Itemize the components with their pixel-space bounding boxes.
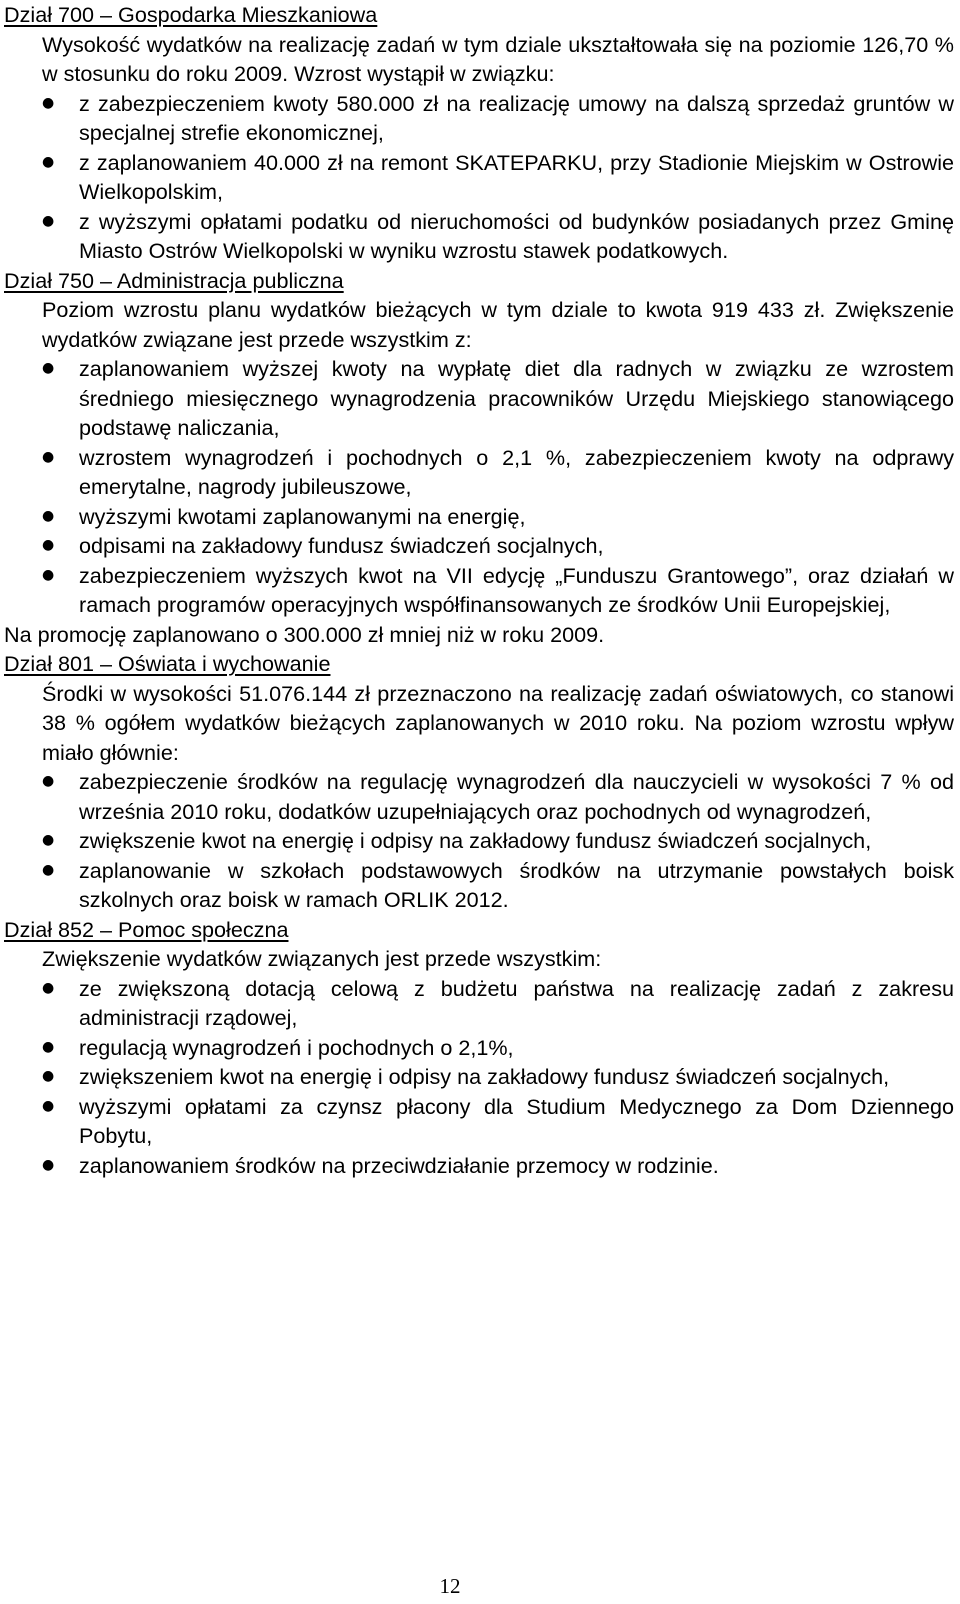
section-intro-750: Poziom wzrostu planu wydatków bieżących w tym dziale to kwota 919 433 zł. Zwiększenie wydatków związane jest przede wszystkim z: [42, 297, 954, 352]
section-intro-700: Wysokość wydatków na realizację zadań w tym dziale ukształtowała się na poziomie 126,70 % w stosunku do roku 2009. Wzrost wystąpił w związku: [42, 31, 954, 86]
list-item: ● regulacją wynagrodzeń i pochodnych o 2,1%, [4, 1033, 954, 1063]
bullet-icon: ● [42, 448, 55, 465]
list-item: ● ze zwiększoną dotacją celową z budżetu państwa na realizację zadań z zakresu administracji rządowej, [42, 975, 954, 1030]
bullet-icon: ● [42, 360, 55, 376]
section-intro-801: Środki w wysokości 51.076.144 zł przeznaczono na realizację zadań oświatowych, co stanowi 38 % ogółem wydatków bieżących zaplanowanych w 2010 roku. Na poziom wzrostu wpływ miało głównie: [42, 680, 954, 765]
bullet-icon: ● [42, 1097, 55, 1114]
bullet-list-852 [4, 974, 954, 1181]
bullet-icon: ● [42, 212, 55, 229]
list-item: ● zabezpieczeniem wyższych kwot na VII edycję „Funduszu Grantowego”, oraz działań w ramach programów operacyjnych współfinansowanych ze środków Unii Europejskiej, [42, 562, 954, 617]
bullet-icon: ● [42, 507, 55, 524]
section-intro-852: Zwiększenie wydatków związanych jest przede wszystkim: [42, 946, 602, 971]
bullet-icon: ● [42, 566, 55, 583]
bullet-icon: ● [42, 153, 55, 170]
bullet-icon: ● [42, 832, 55, 848]
document-page [4, 0, 954, 1180]
list-item: ● z wyższymi opłatami podatku od nieruchomości od budynków posiadanych przez Gminę Miasto Ostrów Wielkopolski w wyniku wzrostu stawek podatkowych. [42, 208, 954, 263]
bullet-icon: ● [42, 861, 55, 878]
bullet-icon: ● [42, 1068, 55, 1084]
list-item: ● zaplanowanie w szkołach podstawowych środków na utrzymanie powstałych boisk szkolnych oraz boisk w ramach ORLIK 2012. [42, 857, 954, 912]
bullet-icon: ● [42, 773, 55, 789]
list-item: ● wzrostem wynagrodzeń i pochodnych o 2,1 %, zabezpieczeniem kwoty na odprawy emerytalne, nagrody jubileuszowe, [42, 444, 954, 499]
bullet-list-700 [4, 89, 954, 266]
bullet-list-750 [4, 354, 954, 620]
bullet-list-801 [4, 767, 954, 915]
bullet-icon: ● [42, 94, 55, 111]
list-item: ● z zaplanowaniem 40.000 zł na remont SKATEPARKU, przy Stadionie Miejskim w Ostrowie Wielkopolskim, [42, 149, 954, 204]
list-item: ● zaplanowaniem środków na przeciwdziałanie przemocy w rodzinie. [4, 1151, 954, 1181]
list-item: ● wyższymi opłatami za czynsz płacony dla Studium Medycznego za Dom Dziennego Pobytu, [42, 1093, 954, 1148]
bullet-icon: ● [42, 1156, 55, 1173]
section-heading-700: Dział 700 – Gospodarka Mieszkaniowa [4, 2, 378, 27]
section-heading-750: Dział 750 – Administracja publiczna [4, 267, 344, 293]
bullet-icon: ● [42, 979, 55, 996]
page-number: 12 [439, 1574, 461, 1598]
list-item: ● zabezpieczenie środków na regulację wynagrodzeń dla nauczycieli w wysokości 7 % od września 2010 roku, dodatków uzupełniających oraz pochodnych od wynagrodzeń, [42, 769, 954, 824]
list-item: ● wyższymi kwotami zaplanowanymi na energię, [4, 502, 954, 532]
section-outro-750: Na promocję zaplanowano o 300.000 zł mniej niż w roku 2009. [4, 621, 605, 647]
list-item: ● z zabezpieczeniem kwoty 580.000 zł na realizację umowy na dalszą sprzedaż gruntów w specjalnej strefie ekonomicznej, [42, 90, 954, 145]
section-heading-801: Dział 801 – Oświata i wychowanie [4, 651, 331, 676]
list-item: ● zaplanowaniem wyższej kwoty na wypłatę diet dla radnych w związku ze wzrostem średniego miesięcznego wynagrodzenia pracowników Urzędu Miejskiego stanowiącego podstawę naliczania, [42, 356, 954, 440]
list-item: ● zwiększenie kwot na energię i odpisy na zakładowy fundusz świadczeń socjalnych, [4, 826, 954, 856]
bullet-icon: ● [42, 537, 55, 553]
section-heading-852: Dział 852 – Pomoc społeczna [4, 916, 289, 942]
list-item: ● odpisami na zakładowy fundusz świadczeń socjalnych, [4, 531, 954, 561]
list-item: ● zwiększeniem kwot na energię i odpisy na zakładowy fundusz świadczeń socjalnych, [4, 1062, 954, 1092]
bullet-icon: ● [42, 1038, 55, 1055]
